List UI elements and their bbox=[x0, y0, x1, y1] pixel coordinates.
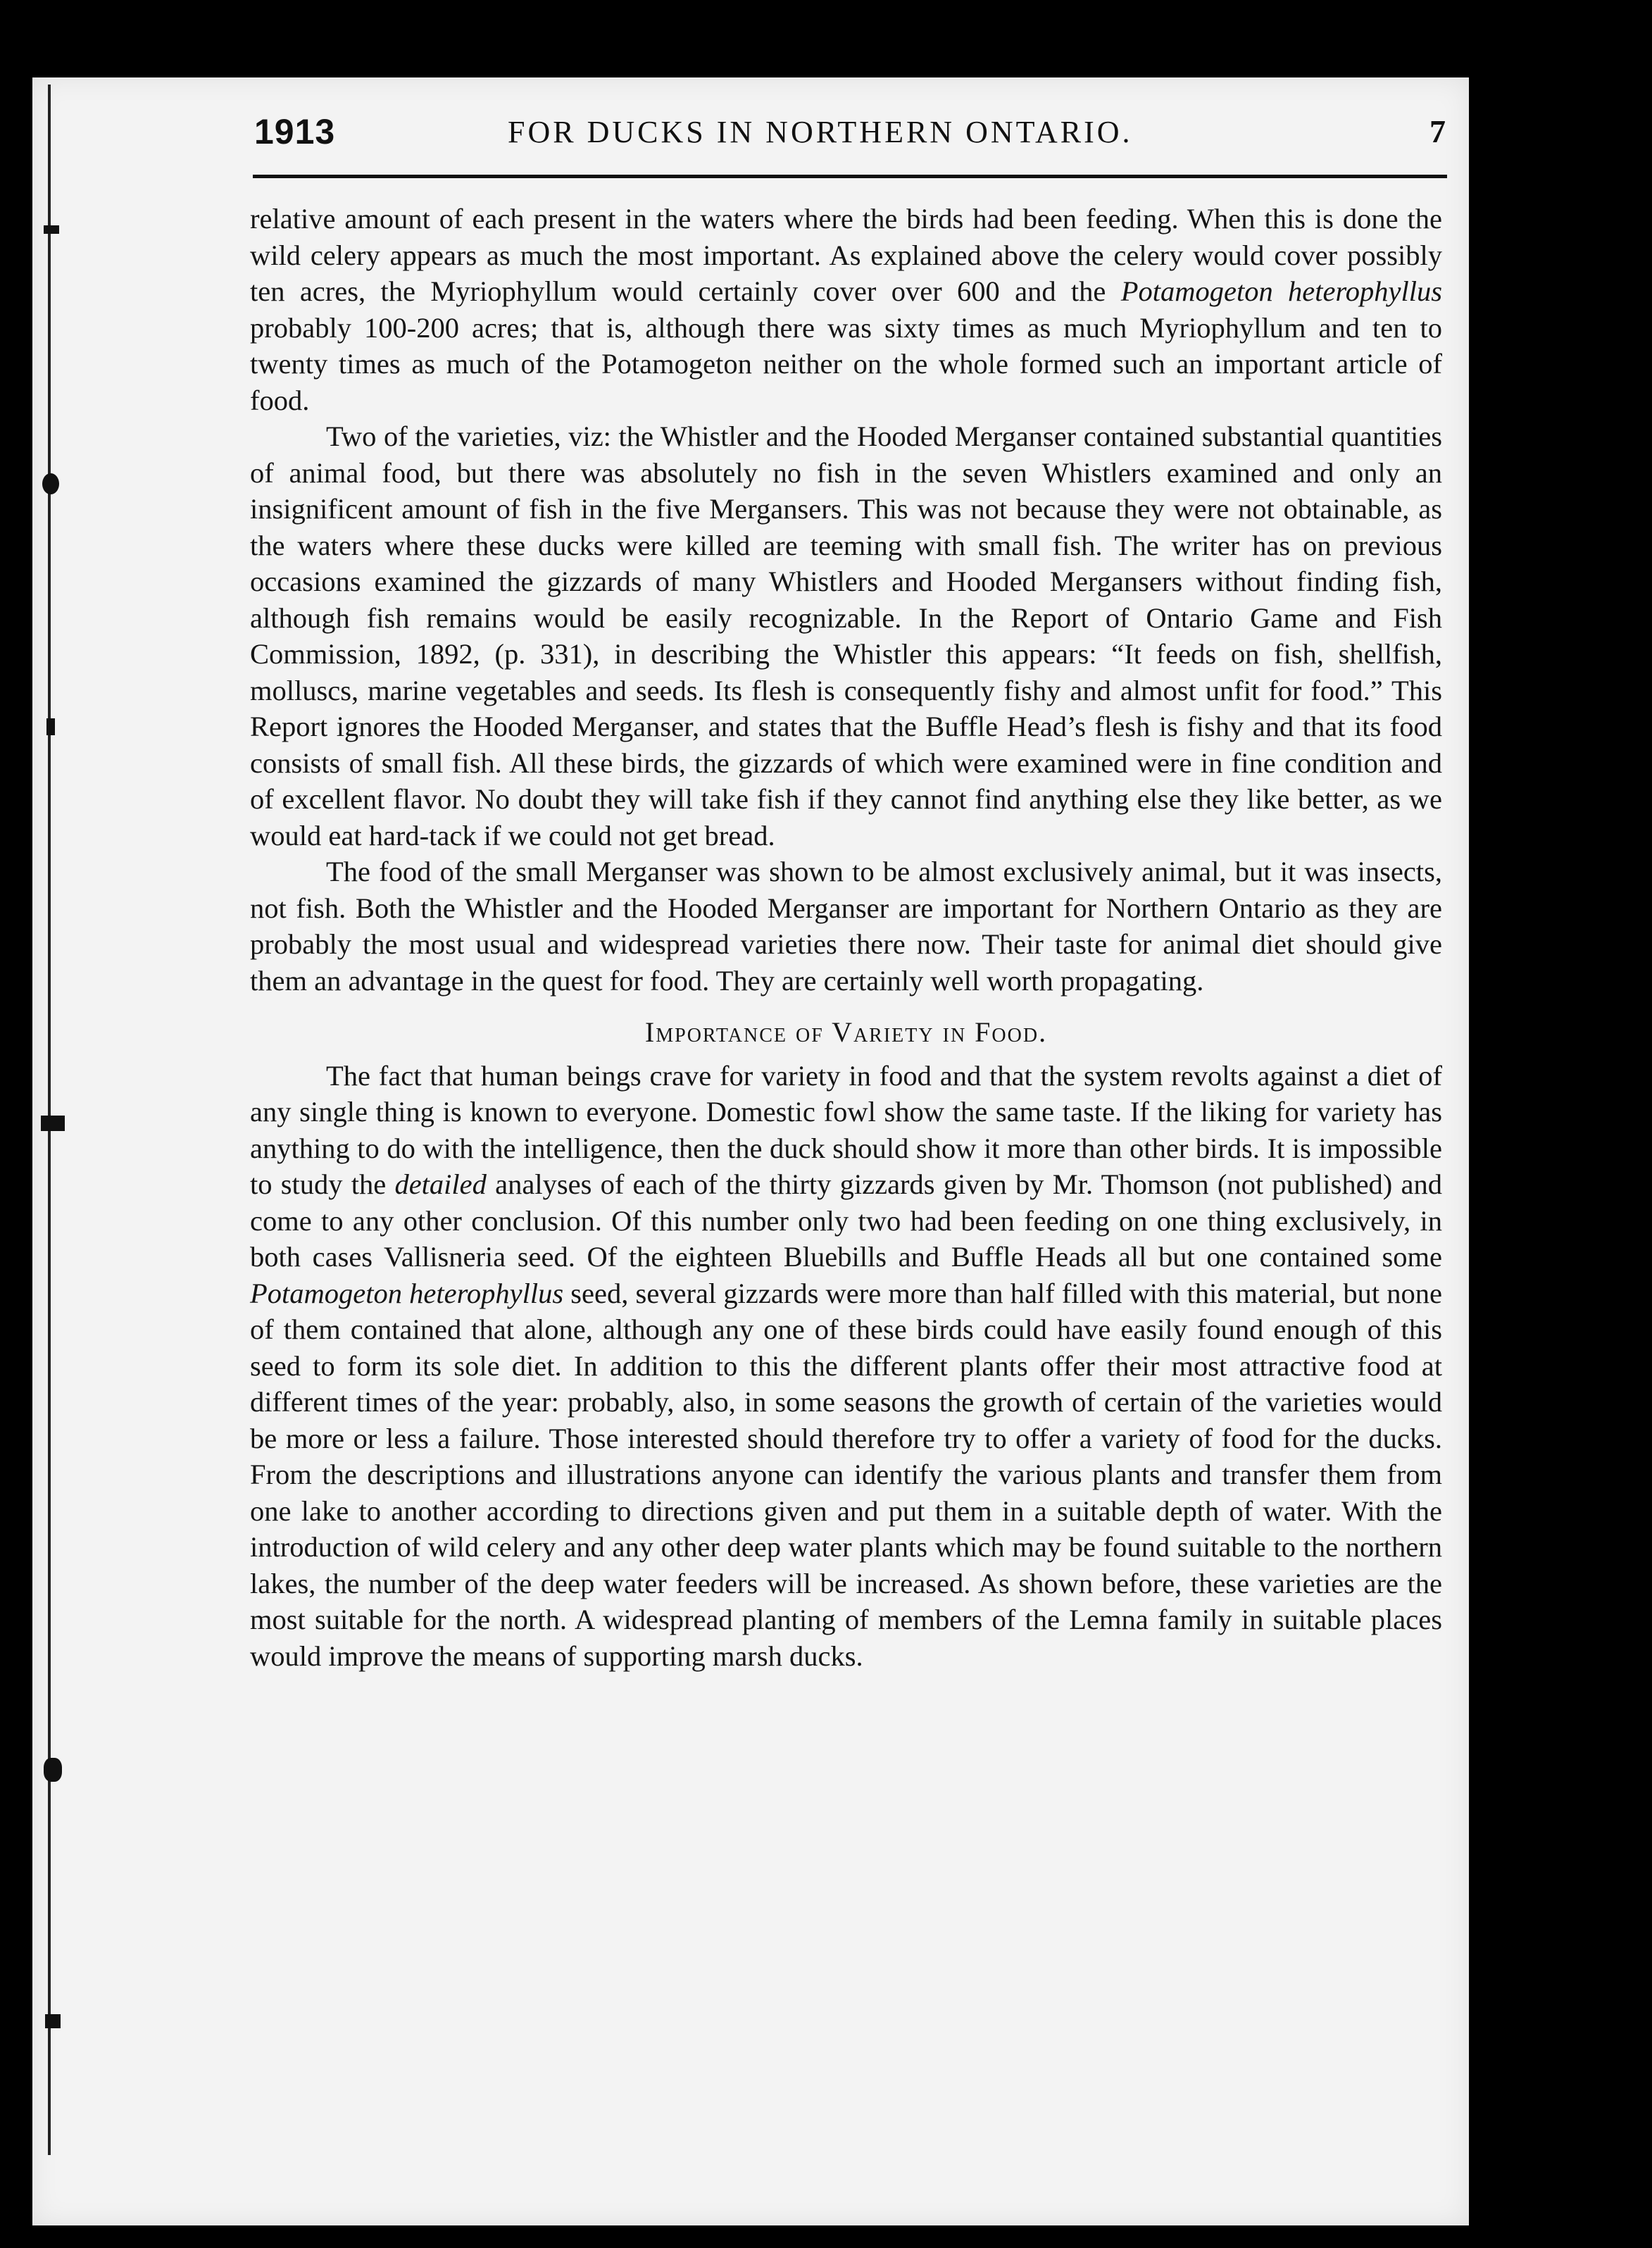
paragraph bbox=[250, 201, 1442, 418]
header-title: FOR DUCKS IN NORTHERN ONTARIO. bbox=[508, 115, 1133, 149]
paragraph-text: The fact that human beings crave for variety in food and that the system revolts against a diet of any single thing is known to everyone. Domestic fowl show the same taste. If the liking for variety has anything to do with the intelligence, then the duck should show it more than other birds. It is impossible to study the bbox=[250, 1059, 1442, 1200]
binding-mark bbox=[46, 718, 55, 735]
binding-mark bbox=[44, 225, 59, 234]
paragraph-text: probably 100-200 acres; that is, although there was sixty times as much Myriophyllum and ten to twenty times as much of the Potamogeton neither on the whole formed such an important article of food. bbox=[250, 311, 1442, 416]
paragraph-text: analyses of each of the thirty gizzards given by Mr. Thomson (not published) and come to any other conclusion. Of this number only two had been feeding on one thing exclusively, in both cases Vallisneria seed. Of the eighteen Bluebills and Buffle Heads all but one contained some bbox=[250, 1168, 1442, 1273]
paragraph: Two of the varieties, viz: the Whistler and the Hooded Merganser contained substantial quantities of animal food, but there was absolutely no fish in the seven Whistlers examined and only an insignificent amount of fish in the five Mergansers. This was not because they were not obtainable, as the waters where these ducks were killed are teeming with small fish. The writer has on previous occasions examined the gizzards of many Whistlers and Hooded Mergansers without finding fish, although fish remains would be easily recognizable. In the Report of Ontario Game and Fish Commission, 1892, (p. 331), in describing the Whistler this appears: “It feeds on fish, shellfish, molluscs, marine vegetables and seeds. Its flesh is consequently fishy and almost unfit for food.” This Report ignores the Hooded Merganser, and states that the Buffle Head’s flesh is fishy and that its food consists of small fish. All these birds, the gizzards of which were examined were in fine condition and of excellent flavor. No doubt they will take fish if they cannot find anything else they like better, as we would eat hard-tack if we could not get bread. bbox=[250, 420, 1442, 851]
italic-term: Potamogeton heterophyllus bbox=[1120, 275, 1442, 307]
binding-mark bbox=[41, 1116, 65, 1131]
paragraph-text: seed, several gizzards were more than half filled with this material, but none of them contained that alone, although any one of these birds could have easily found enough of this seed to form its sole diet. In addition to this the different plants offer their most attractive food at different times of the year: probably, also, in some seasons the growth of certain of the varieties would be more or less a failure. Those interested should therefore try to offer a variety of food for the ducks. From the descriptions and illustrations anyone can identify the various plants and transfer them from one lake to another according to directions given and put them in a suitable depth of water. With the introduction of wild celery and any other deep water plants which may be found suitable to the northern lakes, the number of the deep water feeders will be increased. As shown before, these varieties are the most suitable for the north. A widespread planting of members of the Lemna family in suitable places would improve the means of supporting marsh ducks. bbox=[250, 1277, 1442, 1672]
paragraph-text: relative amount of each present in the waters where the birds had been feeding. When this is done the wild celery appears as much the most important. As explained above the celery would cover possibly ten acres, the Myriophyllum would certainly cover over 600 and the bbox=[250, 203, 1442, 307]
page-number: 7 bbox=[1429, 113, 1446, 149]
binding-mark bbox=[44, 1758, 62, 1782]
body-text bbox=[250, 201, 1442, 1674]
binding-mark bbox=[45, 2014, 61, 2028]
binding-mark bbox=[42, 473, 59, 494]
paragraph bbox=[250, 1058, 1442, 1675]
header-year: 1913 bbox=[254, 112, 336, 151]
paragraph: The food of the small Merganser was shown to be almost exclusively animal, but it was insects, not fish. Both the Whistler and the Hooded Merganser are important for Northern Ontario as they are probably the most usual and widespread varieties there now. Their taste for animal diet should give them an advantage in the quest for food. They are certainly well worth propagating. bbox=[250, 856, 1442, 997]
italic-term: detailed bbox=[394, 1168, 487, 1200]
section-heading: Importance of Variety in Food. bbox=[644, 1016, 1048, 1048]
running-header bbox=[254, 111, 1446, 161]
header-rule bbox=[253, 175, 1447, 178]
italic-term: Potamogeton heterophyllus bbox=[250, 1277, 564, 1309]
